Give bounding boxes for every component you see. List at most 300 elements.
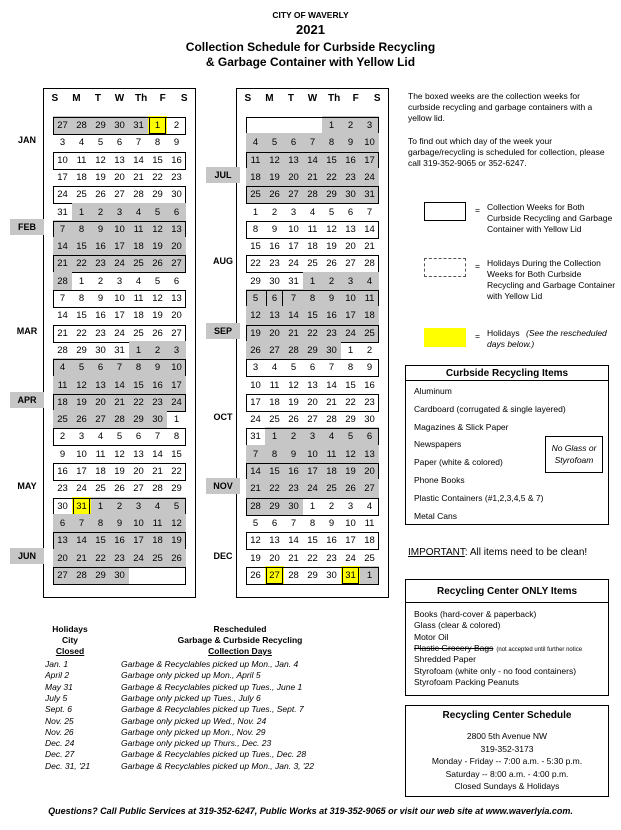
calendar-day: 23 <box>364 396 375 408</box>
calendar-day: 31 <box>288 275 299 287</box>
calendar-day: 11 <box>307 223 318 235</box>
calendar-day: 7 <box>154 431 161 443</box>
calendar-day: 18 <box>307 241 318 253</box>
calendar-day: 14 <box>133 154 144 166</box>
calendar-day: 20 <box>269 552 280 564</box>
calendar-day: 5 <box>97 137 104 149</box>
calendar-day: 22 <box>345 396 356 408</box>
calendar-week <box>53 514 186 533</box>
calendar-day: 8 <box>265 445 284 464</box>
day-header: F <box>159 93 166 104</box>
calendar-day: 17 <box>57 171 68 183</box>
calendar-day: 4 <box>53 358 72 377</box>
calendar-jan-jun <box>43 88 196 598</box>
calendar-day: 18 <box>133 310 144 322</box>
rescheduled-desc: Garbage & Recyclables picked up Tues., Dec. 28 <box>121 749 307 760</box>
rescheduled-desc: Garbage only picked up Wed., Nov. 24 <box>121 715 267 726</box>
legend-yellow-box <box>424 328 466 347</box>
calendar-day: 23 <box>326 552 337 564</box>
calendar-day: 29 <box>345 414 356 426</box>
calendar-week <box>246 376 379 395</box>
calendar-day: 22 <box>265 479 284 498</box>
calendar-day: 23 <box>148 393 167 412</box>
day-header: M <box>72 93 81 104</box>
day-header: W <box>307 93 318 104</box>
calendar-day: 25 <box>148 549 167 568</box>
calendar-day: 30 <box>284 497 303 516</box>
center-only-item: Glass (clear & colored) <box>414 620 501 631</box>
calendar-week <box>246 289 379 308</box>
calendar-jul-dec <box>236 88 389 598</box>
calendar-day: 7 <box>59 293 66 304</box>
center-only-item: Styrofoam Packing Peanuts <box>414 676 519 687</box>
calendar-day: 30 <box>364 414 375 426</box>
calendar-day: 27 <box>265 341 284 360</box>
calendar-day: 5 <box>167 497 186 516</box>
calendar-day: 20 <box>53 549 72 568</box>
calendar-day: 17 <box>129 531 148 550</box>
holidays-head-1: Holidays <box>52 624 88 634</box>
curbside-item: Magazines & Slick Paper <box>414 421 509 432</box>
rescheduled-desc: Garbage & Recyclables picked up Tues., Sept. 7 <box>121 704 304 715</box>
calendar-day: 19 <box>246 324 265 343</box>
calendar-day: 21 <box>152 466 163 477</box>
calendar-day: 26 <box>72 410 91 429</box>
calendar-week <box>53 151 186 170</box>
calendar-day: 31 <box>72 497 91 516</box>
calendar-day: 31 <box>57 206 68 218</box>
calendar-day: 6 <box>167 203 186 222</box>
calendar-day: 26 <box>114 483 125 495</box>
calendar-week <box>53 566 186 585</box>
curbside-item: Paper (white & colored) <box>414 457 503 468</box>
calendar-day: 29 <box>265 497 284 516</box>
holiday-date: Nov. 26 <box>45 726 74 737</box>
calendar-day: 21 <box>288 552 299 564</box>
calendar-day: 19 <box>167 531 186 550</box>
calendar-day: 31 <box>341 566 360 585</box>
day-header: T <box>94 93 101 104</box>
calendar-day: 27 <box>360 479 379 498</box>
calendar-day: 4 <box>97 431 104 443</box>
holiday-date: Dec. 27 <box>45 749 75 760</box>
legend-dashed-box <box>424 258 466 277</box>
calendar-day: 27 <box>91 410 110 429</box>
day-header: F <box>352 93 359 104</box>
calendar-day: 9 <box>110 514 129 533</box>
calendar-day: 21 <box>133 171 144 183</box>
calendar-day: 25 <box>246 185 265 204</box>
calendar-day: 16 <box>364 379 375 391</box>
calendar-day: 8 <box>347 362 354 374</box>
calendar-day: 24 <box>76 483 87 495</box>
calendar-day: 24 <box>250 414 261 426</box>
day-header: Th <box>327 93 341 104</box>
month-label: FEB <box>10 219 44 235</box>
calendar-day: 10 <box>76 448 87 460</box>
calendar-day: 14 <box>364 223 375 235</box>
calendar-day: 26 <box>95 189 106 201</box>
calendar-day: 13 <box>360 445 379 464</box>
calendar-week <box>53 393 186 412</box>
calendar-day: 19 <box>326 241 337 253</box>
calendar-day: 15 <box>265 462 284 481</box>
calendar-day: 18 <box>322 462 341 481</box>
calendar-day: 22 <box>72 254 91 273</box>
day-header: S <box>244 93 252 104</box>
calendar-day <box>246 116 265 135</box>
calendar-day: 3 <box>129 497 148 516</box>
calendar-day: 1 <box>360 566 379 585</box>
calendar-day: 8 <box>129 358 148 377</box>
center-only-item: Books (hard-cover & paperback) <box>414 609 537 619</box>
calendar-day: 10 <box>303 445 322 464</box>
important-note <box>408 547 587 558</box>
curbside-item: Phone Books <box>414 475 465 485</box>
center-schedule-line: Monday - Friday -- 7:00 a.m. - 5:30 p.m. <box>431 756 583 766</box>
day-header: M <box>265 93 274 104</box>
calendar-day: 23 <box>95 327 106 339</box>
calendar-day: 7 <box>328 362 335 374</box>
calendar-day: 31 <box>250 431 261 443</box>
calendar-day: 27 <box>133 483 144 495</box>
calendar-day: 20 <box>167 237 186 256</box>
calendar-week <box>53 324 186 343</box>
center-schedule-title: Recycling Center Schedule <box>442 710 572 721</box>
calendar-day: 3 <box>303 427 322 446</box>
calendar-day: 3 <box>290 206 297 218</box>
important-text: : All items need to be clean! <box>464 547 588 558</box>
calendar-day: 21 <box>72 549 91 568</box>
calendar-day: 1 <box>173 414 180 426</box>
important-label: IMPORTANT <box>408 547 465 558</box>
calendar-week <box>246 514 379 533</box>
calendar-day: 10 <box>288 223 299 235</box>
calendar-day: 2 <box>328 500 335 512</box>
calendar-day: 27 <box>345 258 356 270</box>
calendar-day: 13 <box>171 293 182 304</box>
calendar-day: 28 <box>303 185 322 204</box>
calendar-day: 16 <box>326 535 337 547</box>
plastic-bags-note: (not accepted until further notice <box>496 646 583 653</box>
calendar-day: 17 <box>288 241 299 253</box>
calendar-day: 1 <box>309 500 316 512</box>
calendar-day: 21 <box>110 393 129 412</box>
calendar-week <box>246 254 379 273</box>
calendar-day: 5 <box>148 203 167 222</box>
holiday-date: Dec. 31, '21 <box>45 760 91 771</box>
holiday-date: July 5 <box>45 692 68 703</box>
calendar-day: 11 <box>76 154 87 166</box>
holiday-date: Nov. 25 <box>45 715 74 726</box>
rescheduled-desc: Garbage only picked up Thurs., Dec. 23 <box>121 738 272 749</box>
calendar-day: 16 <box>284 462 303 481</box>
center-only-item: Shredded Paper <box>414 654 476 665</box>
calendar-week <box>246 497 379 516</box>
calendar-week <box>246 393 379 412</box>
month-label: DEC <box>213 550 233 561</box>
center-only-item: Motor Oil <box>414 631 449 642</box>
day-header: Th <box>134 93 148 104</box>
calendar-day: 25 <box>364 552 375 564</box>
intro-boxed-weeks: The boxed weeks are the collection weeks for curbside recycling and garbage containers with a yellow lid. <box>408 91 593 123</box>
calendar-day: 27 <box>53 116 72 135</box>
calendar-day: 18 <box>269 396 280 408</box>
calendar-day <box>303 116 322 135</box>
calendar-day: 1 <box>303 272 322 291</box>
calendar-day: 9 <box>97 293 104 304</box>
calendar-day: 22 <box>250 258 261 270</box>
calendar-week <box>53 185 186 204</box>
calendar-day: 18 <box>129 237 148 256</box>
calendar-week <box>53 376 186 395</box>
calendar-day: 18 <box>76 171 87 183</box>
calendar-day <box>148 566 167 585</box>
calendar-day: 14 <box>110 376 129 395</box>
calendar-day: 24 <box>129 549 148 568</box>
calendar-day: 22 <box>152 171 163 183</box>
curbside-item: Metal Cans <box>414 510 457 521</box>
calendar-day: 21 <box>303 168 322 187</box>
calendar-day: 11 <box>95 448 106 460</box>
calendar-day: 24 <box>110 254 129 273</box>
day-header: T <box>287 93 294 104</box>
day-header: S <box>51 93 59 104</box>
calendar-day: 25 <box>53 410 72 429</box>
calendar-day: 17 <box>345 535 356 547</box>
curbside-item: Aluminum <box>414 386 452 396</box>
day-header: S <box>373 93 381 104</box>
calendar-day: 9 <box>148 358 167 377</box>
calendar-day: 28 <box>72 116 91 135</box>
calendar-day: 19 <box>152 310 163 322</box>
intro-call-info: To find out which day of the week your garbage/recycling is scheduled for collection, please call 319-352-9065 or 352-6247. <box>408 136 605 168</box>
calendar-day: 4 <box>78 137 85 149</box>
calendar-day: 25 <box>95 483 106 495</box>
calendar-day: 6 <box>347 206 354 218</box>
calendar-day: 22 <box>171 466 182 477</box>
calendar-day: 6 <box>360 427 379 446</box>
plastic-bags-struck: Plastic Grocery Bags <box>414 642 494 653</box>
calendar-day: 14 <box>57 310 68 322</box>
calendar-day: 29 <box>91 566 110 585</box>
calendar-day: 22 <box>129 393 148 412</box>
calendar-day: 17 <box>114 310 125 322</box>
calendar-day: 15 <box>129 376 148 395</box>
day-header: W <box>114 93 125 104</box>
calendar-day: 24 <box>341 324 360 343</box>
calendar-day: 25 <box>269 414 280 426</box>
calendar-day: 12 <box>72 376 91 395</box>
calendar-day: 28 <box>57 344 68 356</box>
calendar-day: 24 <box>288 258 299 270</box>
calendar-day: 20 <box>284 168 303 187</box>
calendar-day: 9 <box>366 362 373 374</box>
calendar-day: 29 <box>91 116 110 135</box>
calendar-week <box>246 566 379 585</box>
calendar-day: 16 <box>269 241 280 253</box>
center-schedule-line: Closed Sundays & Holidays <box>454 781 560 791</box>
calendar-day: 2 <box>110 497 129 516</box>
month-label: JUN <box>10 548 44 564</box>
calendar-day: 30 <box>269 275 280 287</box>
calendar-day: 6 <box>91 358 110 377</box>
month-label: MAY <box>17 481 37 492</box>
calendar-day: 8 <box>309 517 316 529</box>
calendar-day: 2 <box>173 120 180 131</box>
calendar-day: 24 <box>345 552 356 564</box>
calendar-day: 3 <box>360 116 379 135</box>
calendar-day: 25 <box>322 479 341 498</box>
calendar-day: 10 <box>57 154 68 166</box>
calendar-day: 7 <box>110 358 129 377</box>
rescheduled-desc: Garbage & Recyclables picked up Tues., June 1 <box>121 681 303 692</box>
calendar-day: 29 <box>171 483 182 495</box>
holidays-head-2: City <box>61 635 79 645</box>
calendar-day <box>167 566 186 585</box>
calendar-day: 5 <box>116 431 123 443</box>
calendar-day: 14 <box>53 237 72 256</box>
calendar-day: 13 <box>284 151 303 170</box>
calendar-week <box>53 531 186 550</box>
title-line-2: & Garbage Container with Yellow Lid <box>205 55 416 69</box>
calendar-day: 13 <box>269 535 280 547</box>
calendar-day: 16 <box>57 466 68 477</box>
calendar-day: 14 <box>326 379 337 391</box>
calendar-day: 20 <box>265 324 284 343</box>
calendar-day: 3 <box>341 272 360 291</box>
calendar-week <box>246 237 379 256</box>
calendar-day: 10 <box>110 220 129 239</box>
calendar-day: 17 <box>360 151 379 170</box>
calendar-day: 7 <box>290 517 297 529</box>
calendar-day: 13 <box>307 379 318 391</box>
calendar-day: 28 <box>53 272 72 291</box>
legend-holidays-label: Holidays <box>487 328 520 338</box>
rescheduled-head-2: Garbage & Curbside Recycling <box>177 635 303 645</box>
calendar-day: 5 <box>290 362 297 374</box>
center-schedule-line: 2800 5th Avenue NW <box>466 731 548 741</box>
calendar-day: 7 <box>366 206 373 218</box>
calendar-day: 8 <box>154 137 161 149</box>
calendar-day: 5 <box>328 206 335 218</box>
calendar-day: 28 <box>326 414 337 426</box>
calendar-day: 17 <box>250 396 261 408</box>
calendar-day: 3 <box>78 431 85 443</box>
calendar-day: 8 <box>252 223 259 235</box>
calendar-day: 27 <box>307 414 318 426</box>
holiday-date: Dec. 24 <box>45 738 75 749</box>
calendar-day: 8 <box>303 289 322 308</box>
calendar-week <box>53 289 186 308</box>
holiday-date: April 2 <box>45 670 70 681</box>
calendar-day: 28 <box>133 189 144 201</box>
calendar-day: 30 <box>95 344 106 356</box>
calendar-day: 26 <box>341 479 360 498</box>
calendar-week <box>246 358 379 377</box>
calendar-day: 21 <box>53 254 72 273</box>
calendar-day: 17 <box>341 306 360 325</box>
center-schedule-line: 319-352-3173 <box>480 743 534 754</box>
calendar-day: 11 <box>133 293 144 304</box>
legend-equals: = <box>475 205 480 215</box>
calendar-day: 30 <box>322 341 341 360</box>
holiday-date: Jan. 1 <box>45 659 69 669</box>
calendar-day: 12 <box>341 445 360 464</box>
calendar-day: 17 <box>76 466 87 477</box>
calendar-day: 1 <box>148 116 167 135</box>
month-label: SEP <box>206 323 240 339</box>
calendar-day: 20 <box>345 241 356 253</box>
calendar-week <box>246 220 379 239</box>
calendar-day: 25 <box>76 189 87 201</box>
calendar-day: 9 <box>91 220 110 239</box>
center-only-item-struck <box>414 643 582 653</box>
calendar-day: 10 <box>129 514 148 533</box>
calendar-day: 20 <box>91 393 110 412</box>
calendar-day: 30 <box>171 189 182 201</box>
calendar-day: 9 <box>271 223 278 235</box>
calendar-day: 2 <box>97 275 104 287</box>
rescheduled-desc: Garbage & Recyclables picked up Mon., Jan. 3, '22 <box>121 760 314 771</box>
calendar-day: 1 <box>347 344 354 356</box>
calendar-day: 7 <box>284 289 303 308</box>
calendar-week <box>246 531 379 550</box>
calendar-day: 11 <box>246 151 265 170</box>
legend-solid-text: Collection Weeks for Both Curbside Recycling and Garbage Container with Yellow Lid <box>487 202 613 234</box>
title-line-1: Collection Schedule for Curbside Recycling <box>185 40 436 54</box>
calendar-day: 23 <box>110 549 129 568</box>
calendar-day: 19 <box>72 393 91 412</box>
calendar-day: 23 <box>57 483 68 495</box>
calendar-day: 2 <box>366 344 373 356</box>
calendar-day: 9 <box>59 448 66 460</box>
calendar-day: 12 <box>114 448 125 460</box>
calendar-week <box>53 116 186 135</box>
calendar-week <box>246 185 379 204</box>
calendar-day: 19 <box>341 462 360 481</box>
calendar-day: 27 <box>53 566 72 585</box>
calendar-day: 1 <box>252 206 259 218</box>
calendar-week <box>246 133 379 152</box>
calendar-day: 26 <box>152 327 163 339</box>
legend-dashed-text: Holidays During the Collection Weeks for Both Curbside Recycling and Garbage Container with Yellow Lid <box>487 258 616 301</box>
calendar-day: 12 <box>288 379 299 391</box>
calendar-day: 12 <box>148 220 167 239</box>
calendar-week <box>53 358 186 377</box>
calendar-day: 26 <box>246 341 265 360</box>
calendar-day: 7 <box>303 133 322 152</box>
calendar-day: 6 <box>309 362 316 374</box>
calendar-day: 14 <box>284 306 303 325</box>
calendar-day: 15 <box>76 310 87 322</box>
calendar-day: 13 <box>91 376 110 395</box>
calendar-day: 19 <box>265 168 284 187</box>
calendar-day: 5 <box>154 275 161 287</box>
calendar-day: 8 <box>72 220 91 239</box>
calendar-day: 11 <box>322 445 341 464</box>
calendar-day: 12 <box>167 514 186 533</box>
calendar-week <box>246 324 379 343</box>
calendar-day: 4 <box>129 203 148 222</box>
calendar-day: 19 <box>288 396 299 408</box>
rescheduled-desc: Garbage & Recyclables picked up Mon., Jan. 4 <box>121 659 299 669</box>
calendar-day: 23 <box>269 258 280 270</box>
calendar-day: 17 <box>167 376 186 395</box>
calendar-week <box>246 272 379 291</box>
calendar-day: 4 <box>148 497 167 516</box>
calendar-day: 11 <box>364 517 375 529</box>
